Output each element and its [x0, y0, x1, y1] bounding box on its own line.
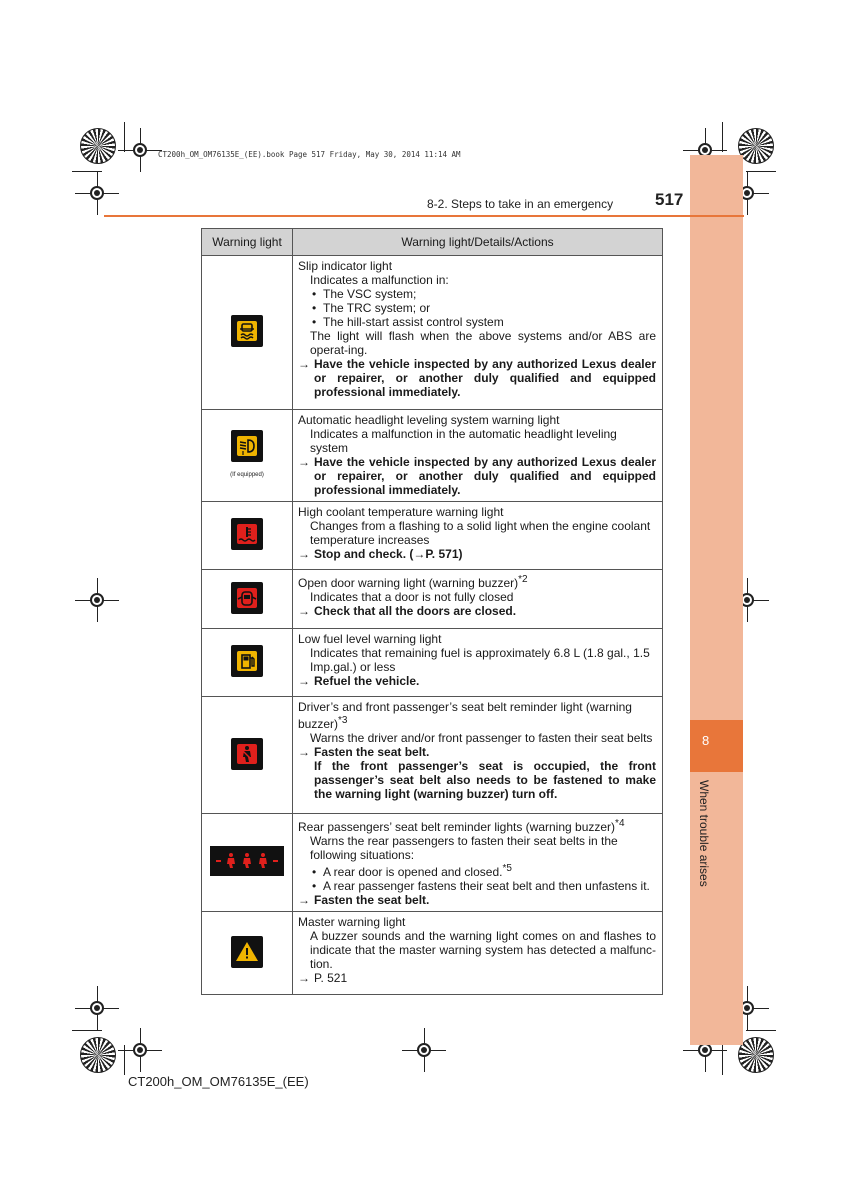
rear-seat-belt-icon	[210, 846, 284, 876]
icon-cell	[202, 912, 293, 995]
icon-cell	[202, 256, 293, 410]
registration-star-mark	[80, 1037, 116, 1073]
if-equipped-note: (If equipped)	[230, 471, 264, 478]
registration-star-mark	[738, 128, 774, 164]
table-row	[202, 570, 663, 629]
detail-line: A buzzer sounds and the warning light comes on and flashes to indicate that the master warning system has detected a malfunc-tion.	[310, 929, 656, 971]
master-warning-icon	[231, 936, 263, 968]
detail-bullet: • The hill-start assist control system	[298, 315, 656, 329]
crop-mark	[746, 1030, 776, 1031]
footer-document-code: CT200h_OM_OM76135E_(EE)	[128, 1074, 309, 1089]
crop-mark	[124, 122, 125, 152]
warning-title: Master warning light	[298, 915, 406, 929]
action-instruction: → Have the vehicle inspected by any authorized Lexus dealer or repairer, or another duly qualified and equipped professional immediately.	[298, 357, 656, 399]
warning-light-table	[201, 228, 663, 995]
chapter-side-label	[697, 780, 717, 900]
icon-cell	[202, 410, 293, 502]
section-title: 8-2. Steps to take in an emergency	[427, 197, 614, 211]
warning-title: Slip indicator light	[298, 259, 393, 273]
detail-line: Indicates a malfunction in:	[310, 273, 449, 287]
details-cell	[293, 912, 663, 995]
footnote-marker: *5	[502, 863, 512, 874]
warning-title-text: Open door warning light (warning buzzer)	[298, 576, 519, 590]
action-instruction: → Have the vehicle inspected by any authorized Lexus dealer or repairer, or another duly qualified and equipped professional immediately.	[298, 455, 656, 497]
action-instruction: → Stop and check. (→P. 571)	[298, 547, 656, 561]
details-cell	[293, 629, 663, 697]
footnote-marker: *3	[338, 715, 348, 726]
action-instruction: → Refuel the vehicle.	[298, 674, 656, 688]
registration-star-mark	[738, 1037, 774, 1073]
coolant-temperature-icon	[231, 518, 263, 550]
crop-mark	[722, 1045, 723, 1075]
detail-bullet-text: A rear door is opened and closed.	[323, 865, 503, 879]
book-file-header: CT200h_OM_OM76135E_(EE).book Page 517 Friday, May 30, 2014 11:14 AM	[158, 150, 461, 159]
table-row	[202, 502, 663, 570]
page-number: 517	[655, 190, 684, 209]
slip-indicator-icon	[231, 315, 263, 347]
chapter-number-tab[interactable]	[690, 720, 743, 772]
warning-title-text: Rear passengers’ seat belt reminder lights (warning buzzer)	[298, 820, 616, 834]
detail-line: Warns the driver and/or front passenger to fasten their seat belts	[310, 731, 653, 745]
table-row	[202, 814, 663, 912]
open-door-icon	[231, 582, 263, 614]
table-row	[202, 697, 663, 814]
crop-mark	[722, 122, 723, 152]
seat-belt-reminder-icon	[231, 738, 263, 770]
warning-title: High coolant temperature warning light	[298, 505, 504, 519]
page-reference-link[interactable]: → P. 521	[298, 971, 656, 985]
crop-mark	[124, 1045, 125, 1075]
low-fuel-icon	[231, 645, 263, 677]
icon-cell	[202, 570, 293, 629]
icon-cell	[202, 502, 293, 570]
chapter-label-text: When trouble arises	[697, 780, 711, 887]
details-cell	[293, 256, 663, 410]
table-row	[202, 410, 663, 502]
detail-line: Indicates that a door is not fully closed	[310, 590, 514, 604]
crop-mark	[746, 171, 776, 172]
warning-title-text: Driver’s and front passenger’s seat belt reminder light (warning buzzer)	[298, 700, 632, 731]
table-row	[202, 256, 663, 410]
table-row	[202, 629, 663, 697]
action-instruction: → Check that all the doors are closed.	[298, 604, 656, 618]
detail-bullet: • A rear passenger fastens their seat belt and then unfastens it.	[298, 879, 656, 893]
crop-mark	[72, 1030, 102, 1031]
chapter-number: 8	[702, 733, 710, 748]
icon-cell	[202, 697, 293, 814]
detail-line: The light will flash when the above systems and/or ABS are operat-ing.	[310, 329, 656, 357]
header-divider	[104, 215, 744, 217]
icon-cell	[202, 814, 293, 912]
details-cell	[293, 410, 663, 502]
details-cell	[293, 502, 663, 570]
action-instruction: → Fasten the seat belt.	[298, 745, 656, 759]
chapter-side-band	[690, 155, 743, 1045]
detail-line: Indicates that remaining fuel is approximately 6.8 L (1.8 gal., 1.5 Imp.gal.) or less	[310, 646, 650, 674]
warning-title	[298, 817, 656, 834]
footnote-marker: *2	[518, 574, 528, 585]
crop-mark	[72, 171, 102, 172]
footnote-marker: *4	[615, 818, 625, 829]
headlight-leveling-icon	[231, 430, 263, 462]
table-row	[202, 912, 663, 995]
detail-line: Changes from a flashing to a solid light when the engine coolant temperature increases	[310, 519, 651, 547]
warning-title: Low fuel level warning light	[298, 632, 442, 646]
detail-bullet: • The VSC system;	[298, 287, 656, 301]
details-cell	[293, 570, 663, 629]
icon-cell	[202, 629, 293, 697]
warning-title: Automatic headlight leveling system warning light	[298, 413, 560, 427]
details-cell	[293, 814, 663, 912]
action-instruction: → Fasten the seat belt.	[298, 893, 656, 907]
column-header-warning-light: Warning light	[202, 229, 293, 256]
warning-title	[298, 700, 656, 731]
table-header-row	[202, 229, 663, 256]
column-header-details: Warning light/Details/Actions	[293, 229, 663, 256]
action-note: If the front passenger’s seat is occupied, the front passenger’s seat belt also needs to be fastened to make the warning light (warning buzzer) turn off.	[314, 759, 656, 801]
warning-title	[298, 573, 656, 590]
detail-bullet: • The TRC system; or	[298, 301, 656, 315]
detail-line: Indicates a malfunction in the automatic headlight leveling system	[310, 427, 617, 455]
detail-line: Warns the rear passengers to fasten their seat belts in the following situations:	[310, 834, 618, 862]
details-cell	[293, 697, 663, 814]
registration-star-mark	[80, 128, 116, 164]
detail-bullet	[298, 862, 656, 879]
